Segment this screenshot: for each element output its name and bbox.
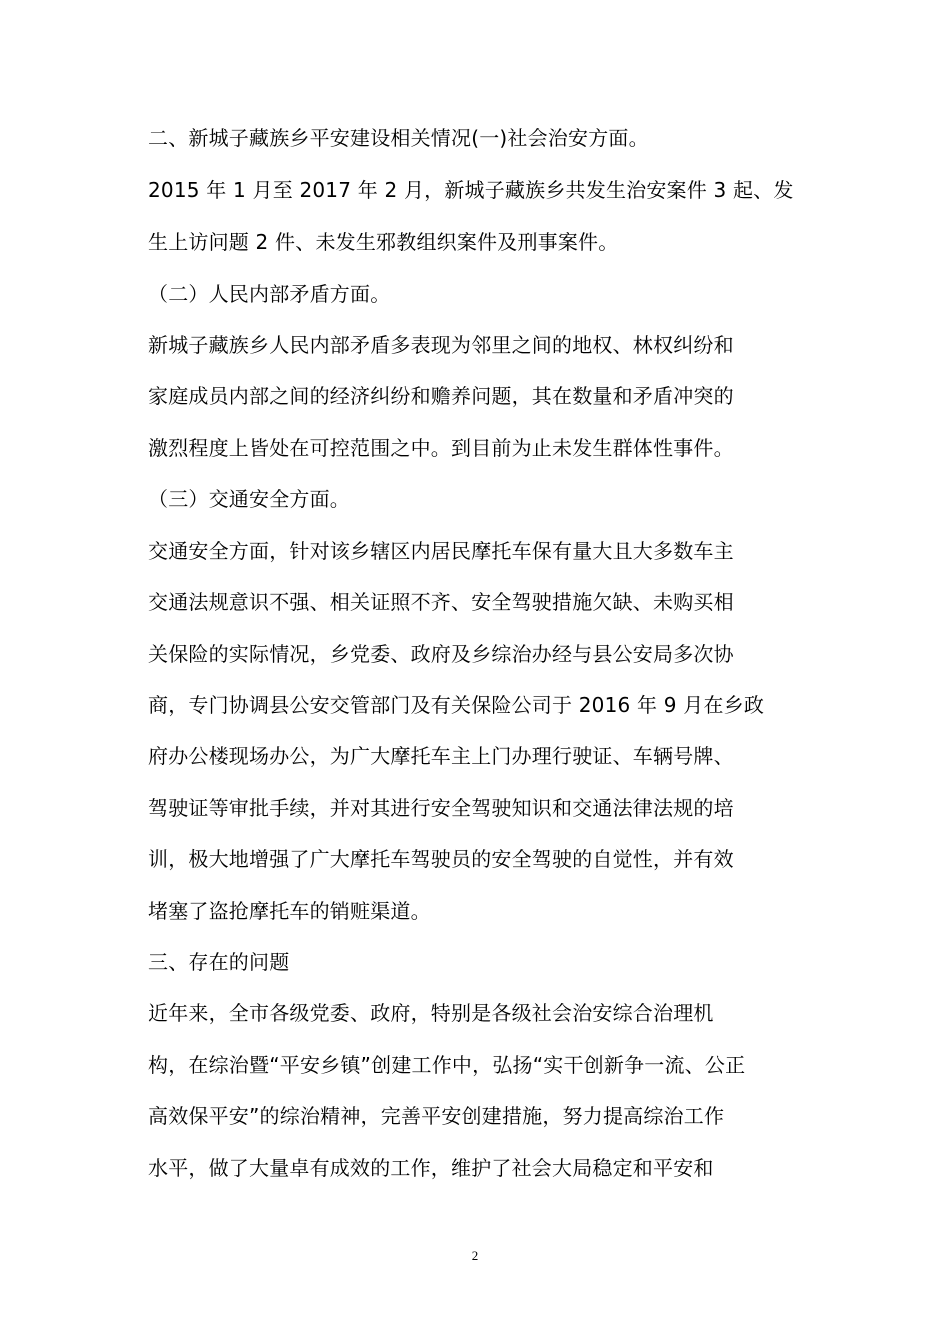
text-line: 训，极大地增强了广大摩托车驾驶员的安全驾驶的自觉性，并有效 xyxy=(148,847,734,871)
text-line: 激烈程度上皆处在可控范围之中。到目前为止未发生群体性事件。 xyxy=(148,436,734,460)
text-line: 堵塞了盗抢摩托车的销赃渠道。 xyxy=(148,899,431,923)
text-line: 关保险的实际情况，乡党委、政府及乡综治办经与县公安局多次协 xyxy=(148,642,734,666)
text-line: 构，在综治暨“平安乡镇”创建工作中，弘扬“实干创新争一流、公正 xyxy=(148,1053,746,1077)
section-heading: 三、存在的问题 xyxy=(148,950,290,974)
subsection-heading: （二）人民内部矛盾方面。 xyxy=(148,282,391,306)
text-line: 生上访问题 2 件、未发生邪教组织案件及刑事案件。 xyxy=(148,230,619,254)
text-line: 家庭成员内部之间的经济纠纷和赡养问题，其在数量和矛盾冲突的 xyxy=(148,384,734,408)
text-line: 水平，做了大量卓有成效的工作，维护了社会大局稳定和平安和 xyxy=(148,1156,714,1180)
subsection-heading: （三）交通安全方面。 xyxy=(148,487,350,511)
text-line: 驾驶证等审批手续，并对其进行安全驾驶知识和交通法律法规的培 xyxy=(148,796,734,820)
page-number: 2 xyxy=(471,1248,479,1263)
text-line: 府办公楼现场办公，为广大摩托车主上门办理行驶证、车辆号牌、 xyxy=(148,744,734,768)
text-line: 新城子藏族乡人民内部矛盾多表现为邻里之间的地权、林权纠纷和 xyxy=(148,333,734,357)
text-line: 2015 年 1 月至 2017 年 2 月，新城子藏族乡共发生治安案件 3 起、发 xyxy=(148,178,794,202)
text-line: 近年来，全市各级党委、政府，特别是各级社会治安综合治理机 xyxy=(148,1001,714,1025)
text-line: 交通法规意识不强、相关证照不齐、安全驾驶措施欠缺、未购买相 xyxy=(148,590,734,614)
section-heading: 二、新城子藏族乡平安建设相关情况(一)社会治安方面。 xyxy=(148,126,649,150)
text-line: 商，专门协调县公安交管部门及有关保险公司于 2016 年 9 月在乡政 xyxy=(148,693,765,717)
text-line: 高效保平安”的综治精神，完善平安创建措施，努力提高综治工作 xyxy=(148,1104,725,1128)
text-line: 交通安全方面，针对该乡辖区内居民摩托车保有量大且大多数车主 xyxy=(148,539,734,563)
